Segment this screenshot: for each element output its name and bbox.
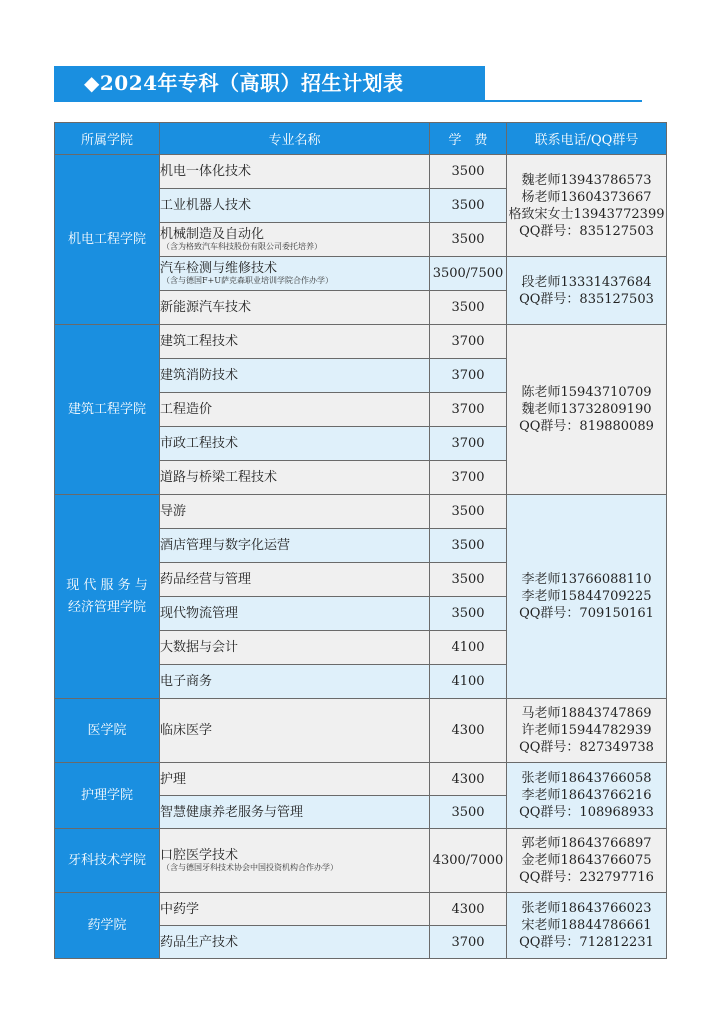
contact-cell — [507, 495, 667, 699]
contact-line: 宋老师18844786661 — [521, 918, 652, 933]
contact-line: 许老师15944782939 — [521, 723, 652, 738]
contact-cell — [507, 829, 667, 893]
header-contact: 联系电话/QQ群号 — [507, 123, 667, 155]
contact-line: QQ群号：709150161 — [519, 606, 654, 621]
college-name: 机电工程学院 — [67, 231, 146, 247]
major-name: 机电一体化技术 — [160, 164, 252, 179]
college-name: 现 代 服 务 与 — [66, 577, 148, 593]
fee-cell: 3500 — [430, 155, 507, 189]
college-cell — [55, 325, 160, 495]
major-cell — [160, 631, 430, 665]
college-name: 护理学院 — [80, 787, 133, 803]
major-cell — [160, 597, 430, 631]
table-row — [55, 893, 667, 926]
major-cell — [160, 257, 430, 291]
major-cell — [160, 893, 430, 926]
college-cell — [55, 155, 160, 325]
header-major: 专业名称 — [160, 123, 430, 155]
major-name: 药品生产技术 — [160, 934, 239, 950]
fee-cell: 3700 — [430, 325, 507, 359]
fee-cell: 3500 — [430, 563, 507, 597]
table-row — [55, 155, 667, 189]
header-fee: 学 费 — [430, 123, 507, 155]
major-name: 药品经营与管理 — [160, 572, 252, 587]
fee-cell: 3500 — [430, 597, 507, 631]
major-name: 导游 — [160, 504, 187, 519]
contact-line: QQ群号：835127503 — [519, 223, 654, 239]
table-row — [55, 495, 667, 529]
fee-cell: 3500/7500 — [430, 257, 507, 291]
college-name: 经济管理学院 — [67, 599, 146, 615]
college-name: 建筑工程学院 — [67, 401, 146, 417]
fee-cell: 3700 — [430, 461, 507, 495]
contact-line: 段老师13331437684 — [521, 274, 652, 290]
enrollment-plan-table — [54, 122, 667, 959]
major-name: 口腔医学技术 — [160, 848, 239, 863]
major-name: 建筑消防技术 — [160, 368, 239, 383]
table-row — [55, 829, 667, 893]
contact-cell — [507, 763, 667, 829]
major-cell — [160, 155, 430, 189]
header-college: 所属学院 — [55, 123, 160, 155]
contact-line: 张老师18643766058 — [521, 771, 652, 786]
fee-cell: 4300 — [430, 699, 507, 763]
major-name: 道路与桥梁工程技术 — [160, 470, 278, 485]
major-cell — [160, 665, 430, 699]
contact-line: 李老师18643766216 — [521, 788, 652, 803]
college-cell — [55, 495, 160, 699]
major-name: 现代物流管理 — [160, 606, 239, 621]
major-name: 酒店管理与数字化运营 — [160, 538, 291, 553]
contact-line: QQ群号：835127503 — [519, 291, 654, 307]
college-name: 药学院 — [87, 917, 127, 933]
contact-cell — [507, 325, 667, 495]
major-cell — [160, 829, 430, 893]
contact-line: 格致宋女士13943772399 — [508, 206, 665, 222]
contact-line: QQ群号：108968933 — [519, 805, 654, 820]
major-cell — [160, 359, 430, 393]
contact-line: QQ群号：712812231 — [519, 935, 654, 950]
contact-cell — [507, 155, 667, 257]
fee-cell: 3500 — [430, 495, 507, 529]
major-name: 护理 — [160, 771, 187, 787]
major-name: 大数据与会计 — [160, 640, 239, 655]
contact-line: QQ群号：232797716 — [519, 870, 654, 885]
major-cell — [160, 796, 430, 829]
fee-cell: 3500 — [430, 796, 507, 829]
major-name: 电子商务 — [160, 674, 213, 689]
major-cell — [160, 699, 430, 763]
contact-line: 杨老师13604373667 — [521, 189, 652, 205]
table-row — [55, 699, 667, 763]
major-note: （含为格致汽车科技股份有限公司委托培养） — [162, 242, 322, 251]
table-row — [55, 325, 667, 359]
major-cell — [160, 393, 430, 427]
major-name: 工业机器人技术 — [160, 198, 252, 213]
contact-cell — [507, 699, 667, 763]
major-name: 建筑工程技术 — [160, 334, 239, 349]
table-row — [55, 763, 667, 796]
contact-cell — [507, 893, 667, 959]
major-cell — [160, 461, 430, 495]
major-note: （含与德国牙科技术协会中国投资机构合作办学） — [162, 863, 338, 872]
fee-cell: 3700 — [430, 427, 507, 461]
major-name: 临床医学 — [160, 723, 213, 738]
contact-line: 马老师18843747869 — [521, 706, 652, 721]
contact-line: 李老师15844709225 — [521, 589, 652, 604]
major-name: 市政工程技术 — [160, 436, 239, 451]
contact-line: QQ群号：827349738 — [519, 740, 654, 755]
major-name: 工程造价 — [160, 402, 213, 417]
major-cell — [160, 189, 430, 223]
major-cell — [160, 529, 430, 563]
college-cell — [55, 893, 160, 959]
major-name: 机械制造及自动化 — [160, 227, 265, 242]
college-name: 医学院 — [87, 722, 127, 738]
contact-line: QQ群号：819880089 — [519, 419, 654, 434]
major-cell — [160, 291, 430, 325]
fee-cell: 4300 — [430, 893, 507, 926]
fee-cell: 3700 — [430, 393, 507, 427]
college-cell — [55, 829, 160, 893]
college-cell — [55, 699, 160, 763]
college-name: 牙科技术学院 — [67, 852, 146, 868]
major-cell — [160, 495, 430, 529]
page-title: ◆2024年专科（高职）招生计划表 — [54, 66, 485, 100]
major-note: （含与德国F+U萨克森职业培训学院合作办学） — [162, 276, 333, 285]
fee-cell: 3700 — [430, 359, 507, 393]
title-underline — [54, 100, 642, 102]
major-cell — [160, 223, 430, 257]
major-cell — [160, 427, 430, 461]
major-name: 汽车检测与维修技术 — [160, 261, 278, 276]
major-cell — [160, 926, 430, 959]
major-name: 智慧健康养老服务与管理 — [160, 804, 304, 820]
contact-line: 魏老师13943786573 — [521, 172, 652, 188]
fee-cell: 3500 — [430, 291, 507, 325]
major-cell — [160, 563, 430, 597]
contact-line: 张老师18643766023 — [521, 901, 652, 916]
major-name: 新能源汽车技术 — [160, 300, 252, 315]
contact-line: 李老师13766088110 — [521, 572, 652, 587]
contact-line: 魏老师13732809190 — [521, 402, 652, 417]
major-cell — [160, 763, 430, 796]
fee-cell: 3500 — [430, 189, 507, 223]
fee-cell: 4300/7000 — [430, 829, 507, 893]
fee-cell: 3700 — [430, 926, 507, 959]
fee-cell: 3500 — [430, 223, 507, 257]
college-cell — [55, 763, 160, 829]
fee-cell: 4300 — [430, 763, 507, 796]
fee-cell: 4100 — [430, 665, 507, 699]
contact-line: 陈老师15943710709 — [521, 385, 652, 400]
major-cell — [160, 325, 430, 359]
contact-line: 郭老师18643766897 — [521, 836, 652, 851]
fee-cell: 4100 — [430, 631, 507, 665]
table-header-row — [55, 123, 667, 155]
fee-cell: 3500 — [430, 529, 507, 563]
contact-line: 金老师18643766075 — [521, 853, 652, 868]
major-name: 中药学 — [160, 901, 200, 917]
contact-cell — [507, 257, 667, 325]
table-body — [55, 155, 667, 959]
